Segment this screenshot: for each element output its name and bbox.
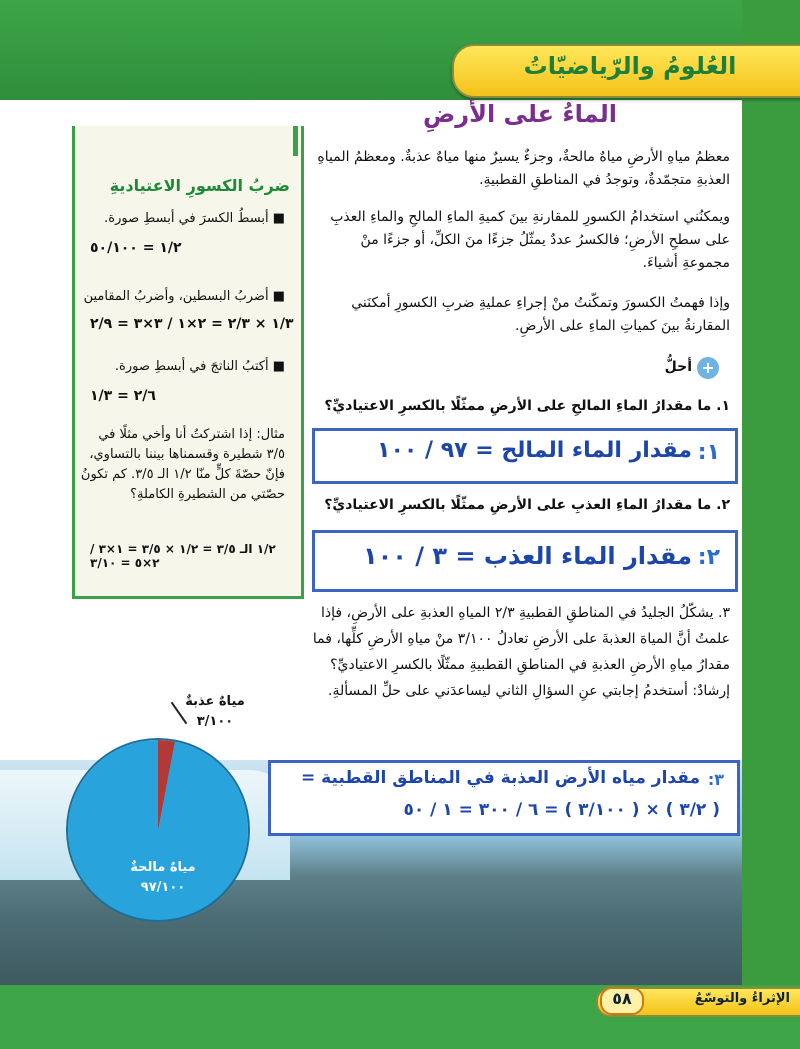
- answer-3-line-1: مقدار مياه الأرض العذبة في المناطق القطبية =: [300, 768, 700, 788]
- fresh-water-value: ٣/١٠٠: [196, 714, 234, 729]
- sidebar-step-3-math: ٢/٦ = ١/٣: [90, 388, 156, 404]
- question-2: ٢. ما مقدارُ الماءِ العذبِ على الأرضِ ممثّلًا بالكسرِ الاعتياديِّ؟: [324, 497, 730, 513]
- page-number: ٥٨: [600, 987, 644, 1015]
- answer-3-number: ٣:: [707, 770, 724, 789]
- sidebar-accent: [293, 126, 298, 156]
- sidebar-example: مثال: إذا اشتركتُ أنا وأخي مثلًا في ٣/٥ شطيرة وقسمناها بيننا بالتساوي، فإنّ حصّةَ كلٍّ منّا ١/٢ الـ ٣/٥. كم تكونُ حصّتي من الشطيرةِ الكاملةِ؟: [80, 427, 285, 502]
- right-margin-stripe: [742, 0, 800, 1049]
- paragraph-1: معظمُ مياهِ الأرضِ مياهٌ مالحةٌ، وجزءٌ يسيرٌ منها مياهٌ عذبةٌ. ومعظمُ المياهِ العذبةِ متجمّدةٌ، وتوجدُ في المناطقِ القطبيةِ.: [317, 149, 730, 188]
- sidebar-step-2-math: ١/٣ × ٢/٣ = ٢×١ / ٣×٣ = ٢/٩: [90, 316, 294, 332]
- sidebar-step-1: ■ أبسطُ الكسرَ في أبسطِ صورة.: [104, 211, 285, 226]
- sidebar-example-math: ١/٢ الـ ٣/٥ = ١/٢ × ٣/٥ = ١×٣ / ٢×٥ = ٣/١٠: [90, 542, 276, 570]
- question-1: ١. ما مقدارُ الماءِ المالحِ على الأرضِ ممثّلًا بالكسرِ الاعتياديِّ؟: [324, 398, 730, 414]
- paragraph-3: وإذا فهمتُ الكسورَ وتمكّنتُ منْ إجراءِ عمليةِ ضربِ الكسورِ أمكنَني المقارنةُ بينَ كمياتِ الماءِ على الأرضِ.: [351, 295, 730, 334]
- answer-2-number: ٢:: [697, 545, 720, 570]
- sidebar-step-3: ■ أكتبُ الناتجَ في أبسطِ صورة.: [114, 359, 285, 374]
- sidebar-title: ضربُ الكسورِ الاعتياديةِ: [109, 176, 290, 195]
- page-title: الماءُ على الأرضِ: [423, 100, 617, 128]
- answer-2: مقدار الماء العذب = ٣ / ١٠٠: [362, 542, 692, 570]
- question-3: ٣. يشكّلُ الجليدُ في المناطقِ القطبيةِ ٢/٣ المياهِ العذبةِ على الأرضِ، فإذا علمتُ أنَّ المياهَ العذبةَ على الأرضِ تعادلُ ٣/١٠٠ منْ مياهِ الأرضِ كلِّها، فما مقدارُ مياهِ الأرضِ العذبةِ في المناطقِ القطبيةِ ممثّلًا بالكسرِ الاعتياديِّ؟ إرشادٌ: أستخدمُ إجابتي عنِ السؤالِ الثاني ليساعدَني على حلِّ المسألةِ.: [312, 605, 730, 699]
- answer-1-number: ١:: [697, 440, 720, 465]
- sidebar-step-2: ■ أضربُ البسطين، وأضربُ المقامين: [83, 289, 285, 304]
- answer-1: مقدار الماء المالح = ٩٧ / ١٠٠: [377, 438, 692, 463]
- answer-3-line-2: ( ٣/٢ ) × ( ٣/١٠٠ ) = ٦ / ٣٠٠ = ١ / ٥٠: [403, 800, 720, 820]
- section-title: العُلومُ والرّياضيّاتُ: [523, 52, 737, 80]
- salt-water-value: ٩٧/١٠٠: [140, 880, 186, 895]
- salt-water-label: مياهٌ مالحةٌ: [130, 860, 196, 875]
- solve-label: أحلُّ: [664, 359, 692, 375]
- paragraph-2: ويمكنُني استخدامُ الكسورِ للمقارنةِ بينَ كميةِ الماءِ المالحِ والماءِ العذبِ على سطحِ الأرضِ؛ فالكسرُ عددٌ يمثّلُ جزءًا منَ الكلِّ، أو جزءًا منْ مجموعةِ أشياءَ.: [330, 209, 730, 271]
- footer-label: الإثراءُ والتوسّعُ: [694, 991, 790, 1006]
- sidebar-step-1-math: ١/٢ = ٥٠/١٠٠: [90, 240, 182, 256]
- plus-icon: +: [697, 357, 719, 379]
- fresh-water-label: مياهٌ عذبةٌ: [185, 694, 245, 709]
